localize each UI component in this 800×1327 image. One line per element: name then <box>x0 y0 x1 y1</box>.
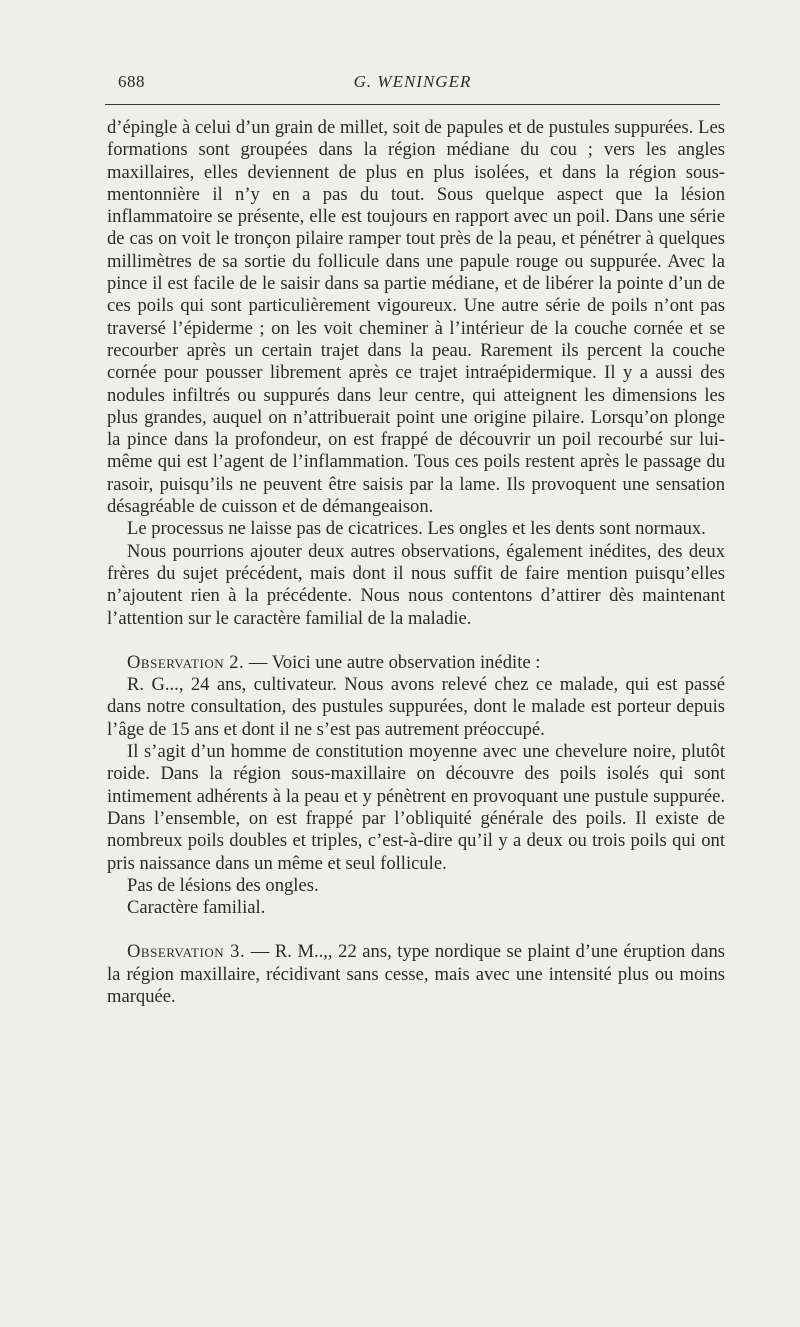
page-header <box>105 72 720 96</box>
page-number: 688 <box>118 72 145 91</box>
paragraph-other-observations: Nous pourrions ajouter deux autres observations, également inédites, des deux frères du sujet précédent, mais dont il nous suffit de faire mention puisqu’elles n’ajoutent rien à la précédente. Nous nous contentons d’attirer dès maintenant l’attention sur le caractère familial de la maladie. <box>107 540 725 629</box>
observation-3-text: — R. M..,, 22 ans, type nordique se plaint d’une éruption dans la région maxillaire, récidivant sans cesse, mais avec une intensité plus ou moins marquée. <box>107 941 726 1007</box>
observation-2-heading <box>107 652 725 674</box>
running-head-author: G. WENINGER <box>353 72 472 91</box>
observation-2-intro: — Voici une autre observation inédite : <box>244 651 541 673</box>
paragraph-scars: Le processus ne laisse pas de cicatrices. Les ongles et les dents sont normaux. <box>127 518 706 540</box>
observation-2-label: Observation 2. <box>127 651 245 673</box>
paragraph-nails: Pas de lésions des ongles. <box>127 874 319 896</box>
observation-3-label: Observation 3. <box>127 941 246 963</box>
paragraph-continuation: d’épingle à celui d’un grain de millet, soit de papules et de pustules suppurées. Les formations sont groupées dans la région médiane du cou ; vers les angles maxillaires, elles deviennent de plus en plus isolées, et dans la région sous-mentonnière il n’y en a pas du tout. Sous quelque aspect que la lésion inflammatoire se présente, elle est toujours en rapport avec un poil. Dans une série de cas on voit le tronçon pilaire ramper tout près de la peau, et pénétrer à quelques millimètres de sa sortie du follicule dans une papule rouge ou suppurée. Avec la pince il est facile de le saisir dans sa partie médiane, et de libérer la pointe d’un de ces poils qui sont particulièrement vigoureux. Une autre série de poils n’ont pas traversé l’épiderme ; on les voit cheminer à l’intérieur de la couche cornée et se recourber après un certain trajet dans la peau. Rarement ils percent la couche cornée pour pousser librement après ce trajet intraépidermique. Il y a aussi des nodules infiltrés ou suppurés dans leur centre, qui atteignent les dimensions les plus grandes, auquel on n’attribuerait point une origine pilaire. Lorsqu’on plonge la pince dans la profondeur, on est frappé de découvrir un poil recourbé sur lui-même qui est l’agent de l’inflammation. Tous ces poils restent après le passage du rasoir, puisqu’ils ne peuvent être saisis par la lame. Ils provoquent une sensation désagréable de cuisson et de démangeaison. <box>107 117 725 518</box>
paragraph-constitution: Il s’agit d’un homme de constitution moyenne avec une chevelure noire, plutôt roide. Dans la région sous-maxillaire on découvre des poils isolés qui sont intimement adhérents à la peau et y pénètrent en provoquant une pustule suppurée. Dans l’ensemble, on est frappé par l’obliquité générale des poils. Il existe de nombreux poils doubles et triples, c’est-à-dire qu’il y a deux ou trois poils qui ont pris naissance dans un même et seul follicule. <box>107 741 725 874</box>
header-rule <box>105 104 720 105</box>
paragraph-patient-rg: R. G..., 24 ans, cultivateur. Nous avons relevé chez ce malade, qui est passé dans notre consultation, des pustules suppurées, dont le malade est porteur depuis l’âge de 15 ans et dont il ne s’est pas autrement préoccupé. <box>107 674 725 740</box>
observation-3-paragraph <box>107 941 725 1008</box>
paragraph-familial: Caractère familial. <box>127 897 266 919</box>
body-text <box>107 117 725 1008</box>
